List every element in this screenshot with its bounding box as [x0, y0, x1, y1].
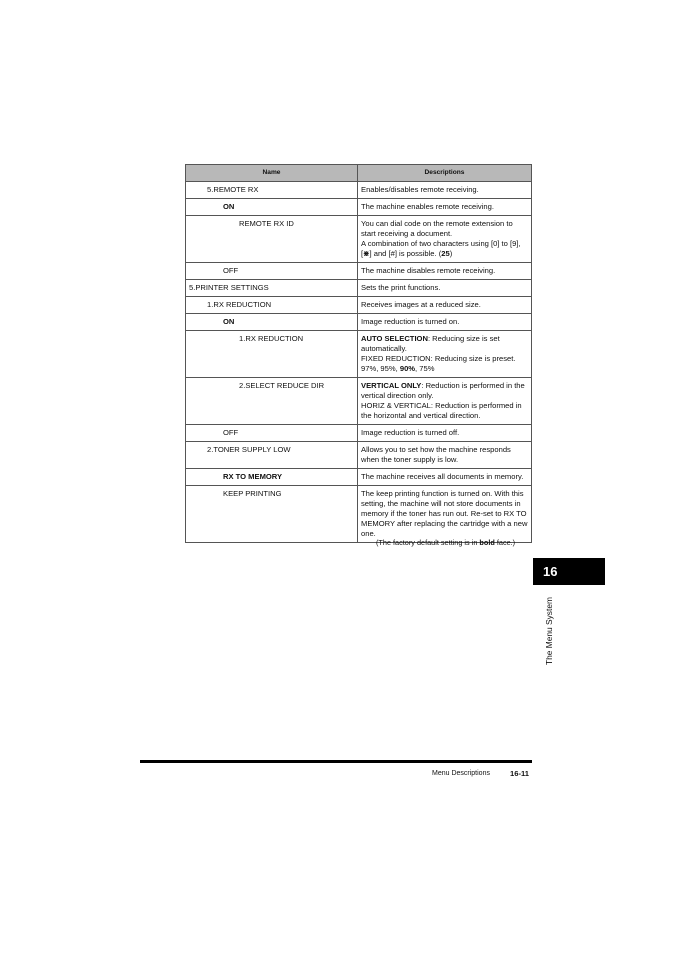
row-name: KEEP PRINTING	[186, 486, 358, 543]
desc-text: A combination of two characters using [0] to [9],	[361, 239, 521, 248]
row-desc: Receives images at a reduced size.	[358, 297, 532, 314]
desc-bold: 25	[441, 249, 450, 258]
desc-text: )	[449, 249, 453, 258]
header-descriptions: Descriptions	[358, 165, 532, 182]
table-row	[186, 314, 532, 331]
desc-text: 97%, 95%,	[361, 364, 400, 373]
desc-bold: VERTICAL ONLY	[361, 381, 422, 390]
row-desc: Image reduction is turned on.	[358, 314, 532, 331]
row-name: 5.PRINTER SETTINGS	[186, 280, 358, 297]
note-text: (The factory default setting is in	[376, 538, 480, 547]
table-row	[186, 331, 532, 378]
factory-default-note	[376, 538, 515, 547]
desc-bold: 90%	[399, 364, 416, 373]
table-row	[186, 378, 532, 425]
footer-rule	[140, 760, 532, 763]
desc-text: : Reduction is performed in the vertical direction only.	[361, 381, 525, 400]
row-desc	[358, 216, 532, 263]
desc-text: ] and [#] is possible. (	[369, 249, 442, 258]
row-name: ON	[186, 314, 358, 331]
table-row	[186, 442, 532, 469]
desc-text: HORIZ & VERTICAL: Reduction is performed in the horizontal and vertical direction.	[361, 401, 522, 420]
row-name: 2.TONER SUPPLY LOW	[186, 442, 358, 469]
row-desc	[358, 331, 532, 378]
row-desc: Enables/disables remote receiving.	[358, 182, 532, 199]
star-key-icon: ⋇	[363, 249, 370, 258]
desc-text: , 75%	[415, 364, 435, 373]
row-desc: The machine receives all documents in memory.	[358, 469, 532, 486]
table-row	[186, 263, 532, 280]
header-name: Name	[186, 165, 358, 182]
row-name: RX TO MEMORY	[186, 469, 358, 486]
footer-section-title: Menu Descriptions	[432, 770, 490, 777]
table-header-row	[186, 165, 532, 182]
note-text: face.)	[494, 538, 516, 547]
table-row	[186, 182, 532, 199]
table-row	[186, 425, 532, 442]
chapter-tab: 16	[533, 558, 605, 585]
chapter-side-label: The Menu System	[544, 597, 554, 665]
desc-text: FIXED REDUCTION: Reducing size is preset.	[361, 354, 516, 363]
row-name: ON	[186, 199, 358, 216]
desc-text: : Reducing size is set automatically.	[361, 334, 500, 353]
table-row	[186, 297, 532, 314]
row-name: OFF	[186, 263, 358, 280]
row-desc: The keep printing function is turned on. With this setting, the machine will not store documents in memory if the toner has run out. Re-set to RX TO MEMORY after replacing the cartridge with a new one.	[358, 486, 532, 543]
row-name: REMOTE RX ID	[186, 216, 358, 263]
footer-page-number: 16-11	[510, 769, 530, 778]
row-desc: Image reduction is turned off.	[358, 425, 532, 442]
table-row	[186, 199, 532, 216]
table-row	[186, 486, 532, 543]
row-desc: The machine disables remote receiving.	[358, 263, 532, 280]
note-bold: bold	[479, 538, 495, 547]
table-row	[186, 280, 532, 297]
row-desc: Allows you to set how the machine responds when the toner supply is low.	[358, 442, 532, 469]
row-desc	[358, 378, 532, 425]
table-row	[186, 469, 532, 486]
desc-text: [	[361, 249, 364, 258]
menu-table	[185, 164, 532, 543]
row-name: 1.RX REDUCTION	[186, 297, 358, 314]
row-desc: The machine enables remote receiving.	[358, 199, 532, 216]
row-desc: Sets the print functions.	[358, 280, 532, 297]
desc-bold: AUTO SELECTION	[361, 334, 428, 343]
row-name: OFF	[186, 425, 358, 442]
row-name: 2.SELECT REDUCE DIR	[186, 378, 358, 425]
table-row	[186, 216, 532, 263]
row-name: 5.REMOTE RX	[186, 182, 358, 199]
desc-text: You can dial code on the remote extension to start receiving a document.	[361, 219, 513, 238]
row-name: 1.RX REDUCTION	[186, 331, 358, 378]
